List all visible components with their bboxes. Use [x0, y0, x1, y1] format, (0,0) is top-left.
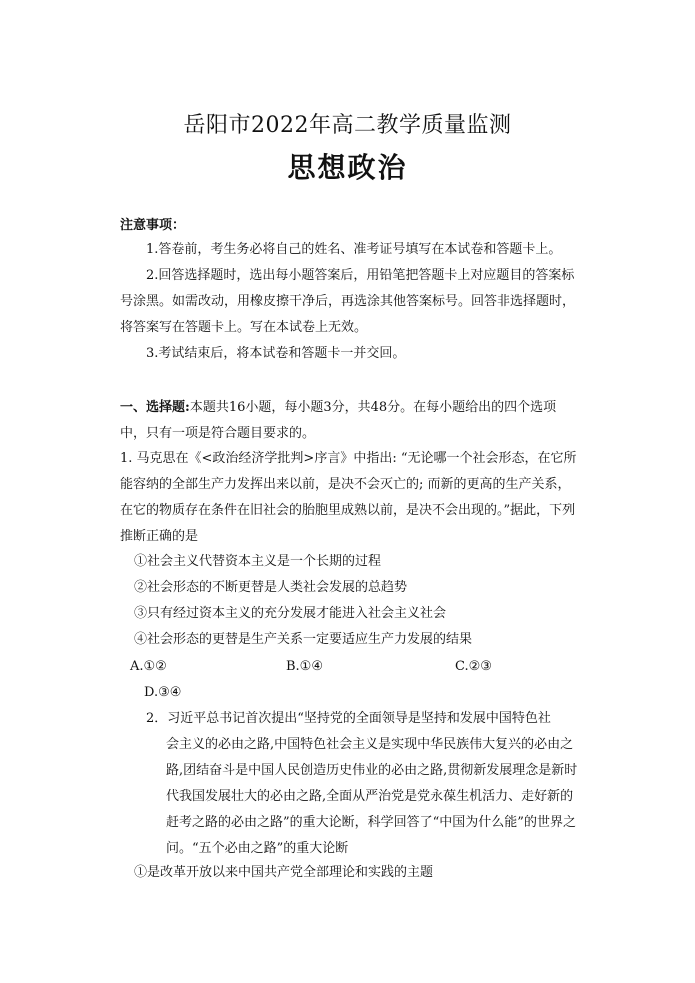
q1-choice-a: A.①②	[130, 659, 167, 674]
section-instructions	[120, 395, 582, 447]
question-2-stem	[146, 706, 578, 862]
subject-title: 思想政治	[287, 151, 408, 184]
q1-statement-4: ④社会形态的更替是生产关系一定要适应生产力发展的结果	[134, 632, 473, 647]
notes-heading: 注意事项：	[120, 218, 186, 233]
section-text: 本题共16小题，每小题3分，共48分。在每小题给出的四个选项中，只有一项是符合题目要求的。	[120, 400, 557, 441]
q1-choice-b: B.①④	[286, 659, 323, 674]
q1-choice-c: C.②③	[455, 659, 492, 674]
note-item-3: 3.考试结束后，将本试卷和答题卡一并交回。	[146, 346, 406, 361]
q1-statement-3: ③只有经过资本主义的充分发展才能进入社会主义社会	[134, 606, 447, 621]
q2-first-line: 2．习近平总书记首次提出“坚持党的全面领导是坚持和发展中国特色社	[146, 711, 551, 726]
note-item-2: 2.回答选择题时，选出每小题答案后，用铅笔把答题卡上对应题目的答案标号涂黑。如需改动，用橡皮擦干净后，再选涂其他答案标号。回答非选择题时，将答案写在答题卡上。写在本试卷上无效。	[120, 268, 576, 335]
note-item-1: 1.答卷前，考生务必将自己的姓名、准考证号填写在本试卷和答题卡上。	[146, 242, 562, 257]
q1-choice-d: D.③④	[144, 685, 182, 700]
question-1-stem: 1. 马克思在《<政治经济学批判>序言》中指出: “无论哪一个社会形态，在它所能容纳的全部生产力发挥出来以前，是决不会灭亡的; 而新的更高的生产关系，在它的物质存在条件在旧社会的胎胞里成熟以前，是决不会出现的。”据此，下列推断正确的是	[120, 451, 577, 544]
section-label: 一、选择题:	[120, 400, 190, 415]
q2-continuation: 会主义的必由之路,中国特色社会主义是实现中华民族伟大复兴的必由之路,团结奋斗是中国人民创造历史伟业的必由之路,贯彻新发展理念是新时代我国发展壮大的必由之路,全面从严治党是党永葆生机活力、走好新的赶考之路的必由之路”的重大论断，科学回答了“中国为什么能”的世界之问。“五个必由之路”的重大论断	[166, 737, 578, 856]
exam-title: 岳阳市2022年高二教学质量监测	[183, 113, 512, 138]
q2-statement-1: ①是改革开放以来中国共产党全部理论和实践的主题	[134, 865, 434, 880]
q1-statement-2: ②社会形态的不断更替是人类社会发展的总趋势	[134, 580, 408, 595]
q1-statement-1: ①社会主义代替资本主义是一个长期的过程	[134, 554, 382, 569]
